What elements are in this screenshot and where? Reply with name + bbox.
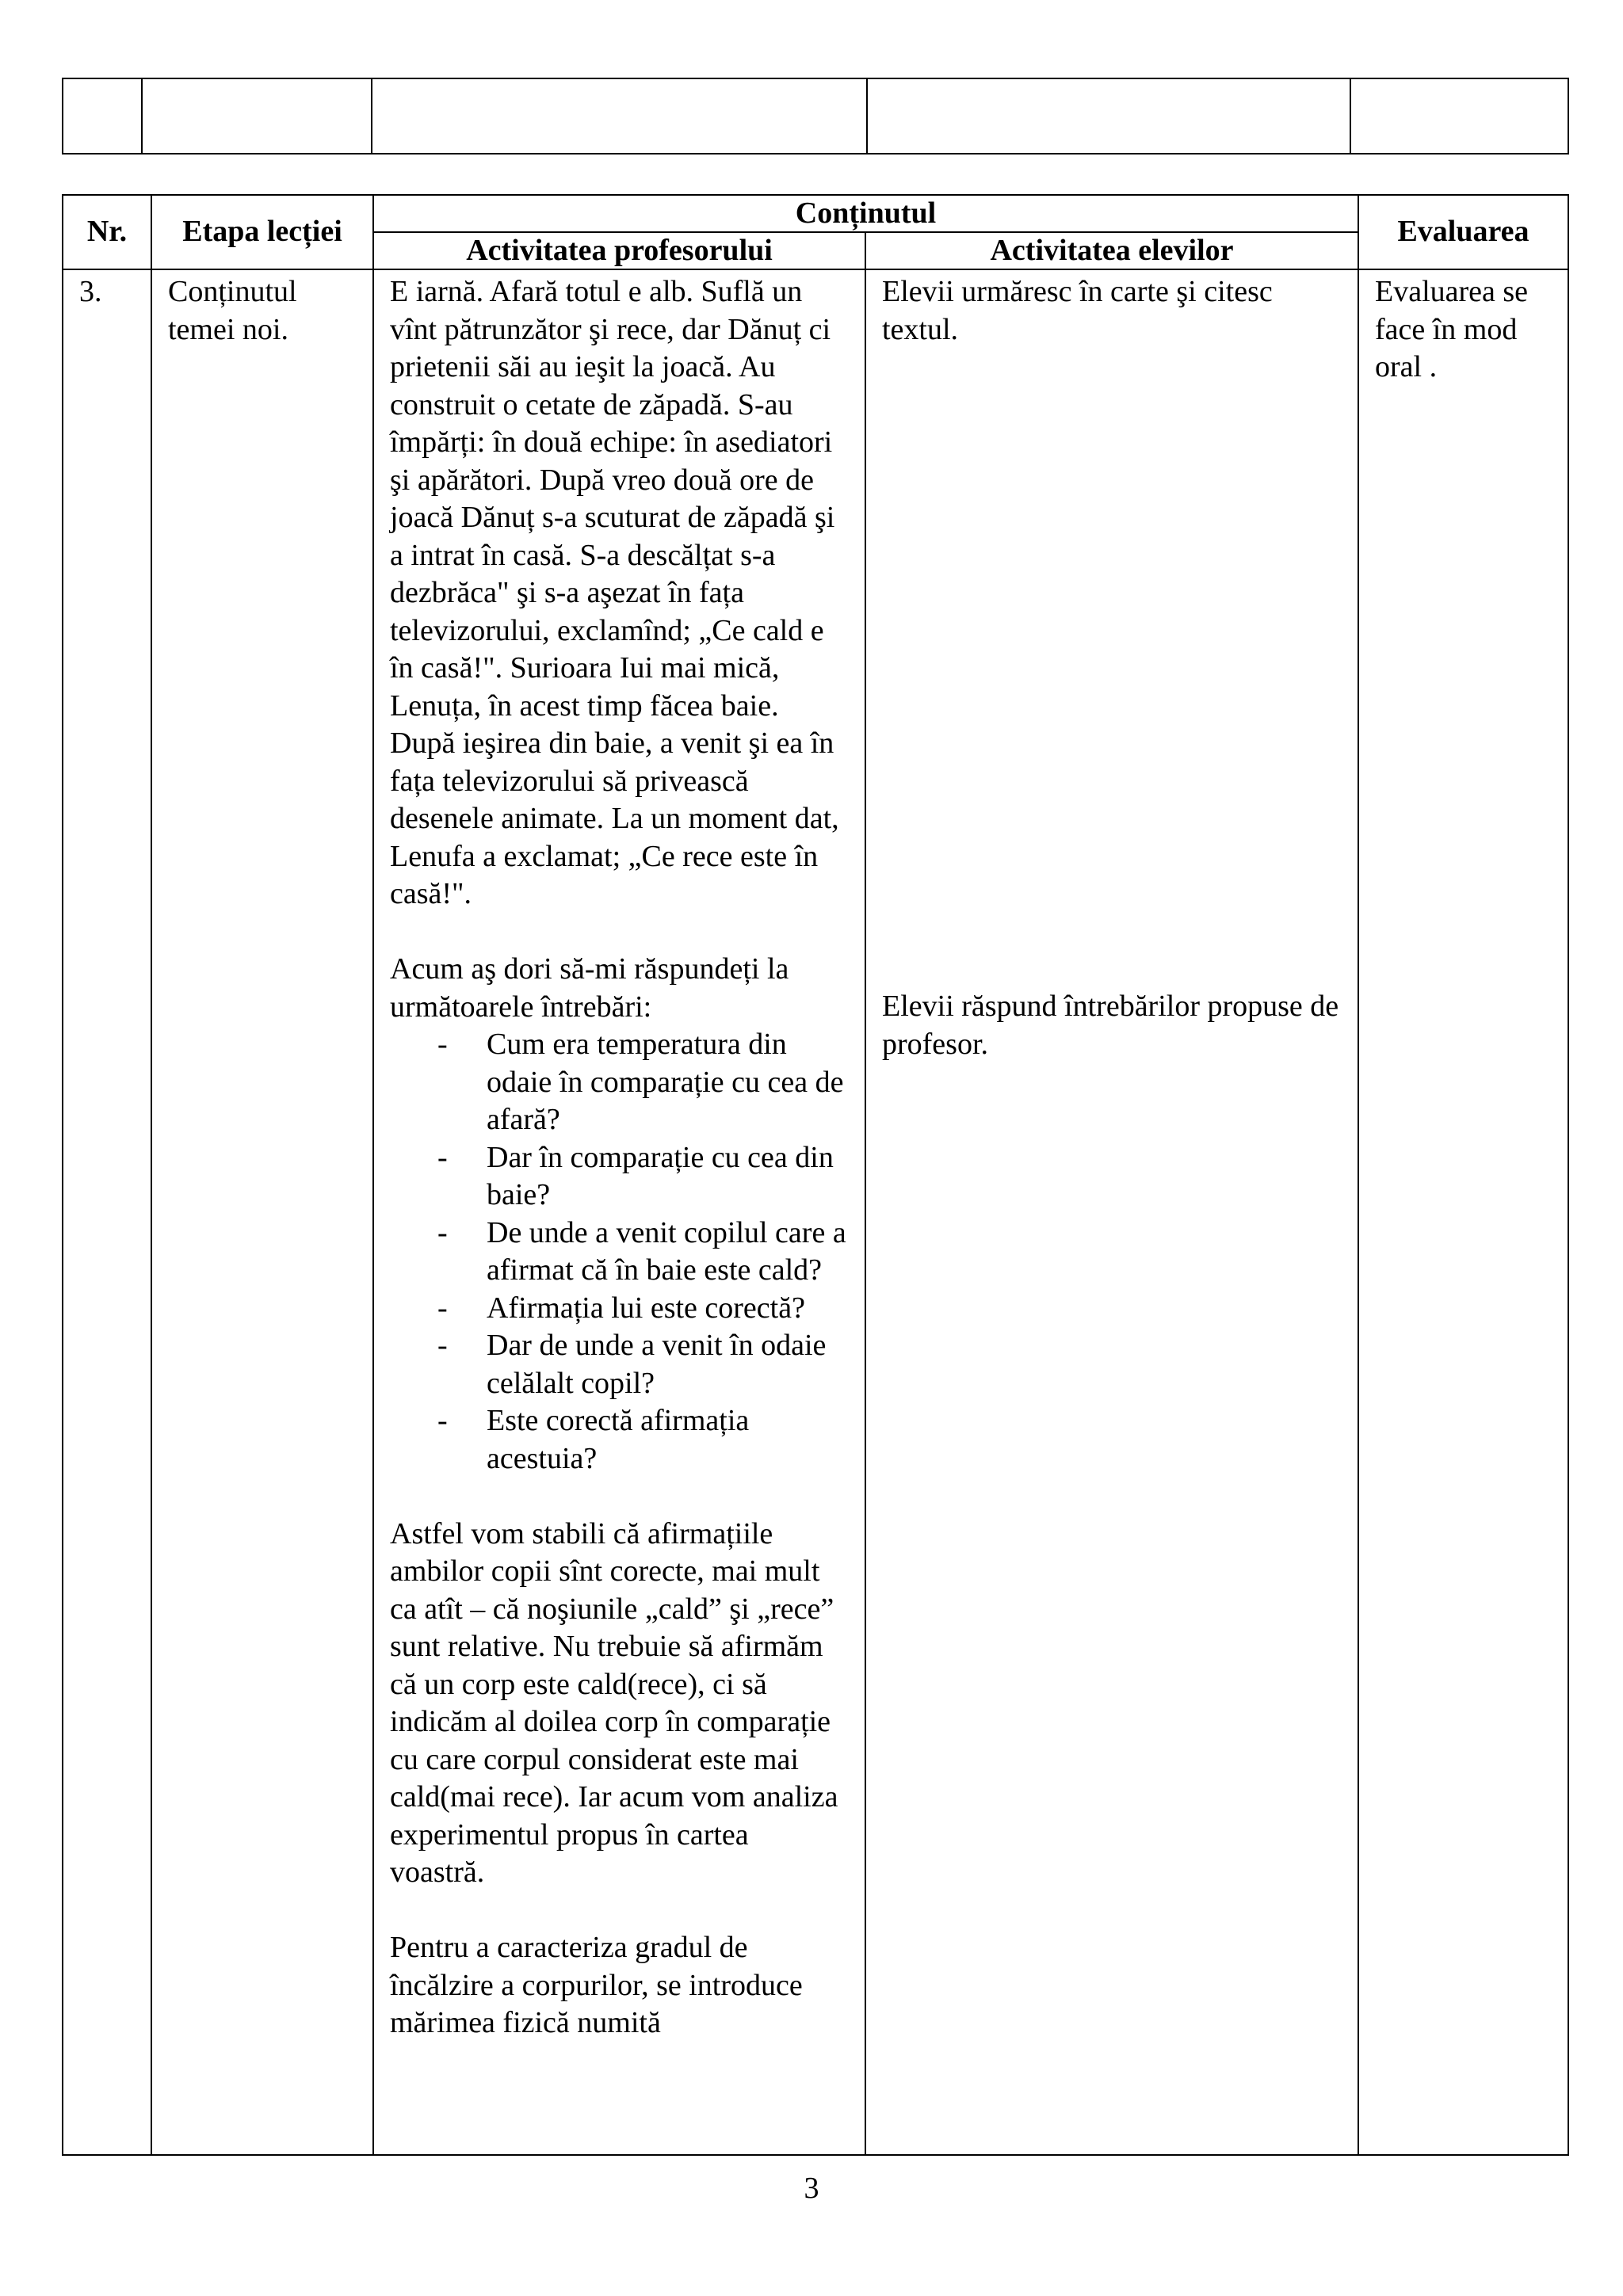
header-activitatea-profesorului: Activitatea profesorului: [373, 232, 865, 269]
list-item: - Cum era temperatura din odaie în comparație cu cea de afară?: [437, 1026, 850, 1139]
cell-etapa: [151, 269, 373, 2155]
header-evaluarea: Evaluarea: [1358, 195, 1568, 269]
header-continutul: Conținutul: [373, 195, 1358, 232]
top-table-fragment: [62, 78, 1569, 154]
header-nr: Nr.: [63, 195, 151, 269]
list-item: - Dar în comparație cu cea din baie?: [437, 1139, 850, 1215]
list-item: - De unde a venit copilul care a afirmat că în baie este cald?: [437, 1215, 850, 1290]
page-number: 3: [804, 2172, 819, 2205]
empty-table-row: [63, 78, 1568, 154]
teacher-questions-intro: Acum aş dori să-mi răspundeți la următoarele întrebări:: [390, 952, 789, 1024]
row-number: 3.: [79, 275, 102, 308]
list-item: - Afirmația lui este corectă?: [437, 1290, 850, 1328]
empty-cell: [63, 78, 142, 154]
cell-activitatea-profesorului: [373, 269, 865, 2155]
empty-cell: [142, 78, 372, 154]
students-reading-text: Elevii urmăresc în carte şi citesc textul.: [882, 275, 1273, 346]
table-row: [63, 269, 1568, 2155]
list-item: - Dar de unde a venit în odaie celălalt copil?: [437, 1327, 850, 1402]
teacher-story-paragraph: E iarnă. Afară totul e alb. Suflă un vînt pătrunzător şi rece, dar Dănuț ci prietenii săi au ieşit la joacă. Au construit o cetate de zăpadă. S-au împărți: în două echipe: în asediatori şi apărători. După vreo două ore de joacă Dănuț s-a scuturat de zăpadă şi a intrat în casă. S-a descălțat s-a dezbrăca" şi s-a aşezat în fața televizorului, exclamînd; „Ce cald e în casă!". Surioara Iui mai mică, Lenuța, în acest timp făcea baie. După ieşirea din baie, a venit şi ea în fața televizorului să privească desenele animate. La un moment dat, Lenufa a exclamat; „Ce rece este în casă!".: [390, 275, 839, 910]
empty-cell: [1350, 78, 1568, 154]
header-etapa: Etapa lecției: [151, 195, 373, 269]
header-activitatea-elevilor: Activitatea elevilor: [865, 232, 1358, 269]
cell-nr: [63, 269, 151, 2155]
lesson-plan-table: [62, 194, 1569, 2156]
list-item: - Este corectă afirmația acestuia?: [437, 1402, 850, 1478]
empty-cell: [867, 78, 1350, 154]
header-row: [63, 195, 1568, 232]
empty-cell: [372, 78, 867, 154]
students-answer-text: Elevii răspund întrebărilor propuse de profesor.: [882, 990, 1339, 1061]
teacher-conclusion-paragraph: Astfel vom stabili că afirmațiile ambilor copii sînt corecte, mai mult ca atît – că noşiunile „cald” şi „rece” sunt relative. Nu trebuie să afirmăm că un corp este cald(rece), ci să indicăm al doilea corp în comparație cu care corpul considerat este mai cald(mai rece). Iar acum vom analiza experimentul propus în cartea voastră.: [390, 1516, 838, 1889]
cell-evaluarea: [1358, 269, 1568, 2155]
teacher-temperature-paragraph: Pentru a caracteriza gradul de încălzire a corpurilor, se introduce mărimea fizică numită: [390, 1931, 803, 2039]
stage-text: Conținutul temei noi.: [168, 275, 297, 346]
cell-activitatea-elevilor: [865, 269, 1358, 2155]
questions-list: [390, 1026, 850, 1478]
evaluation-text: Evaluarea se face în mod oral .: [1375, 275, 1529, 383]
